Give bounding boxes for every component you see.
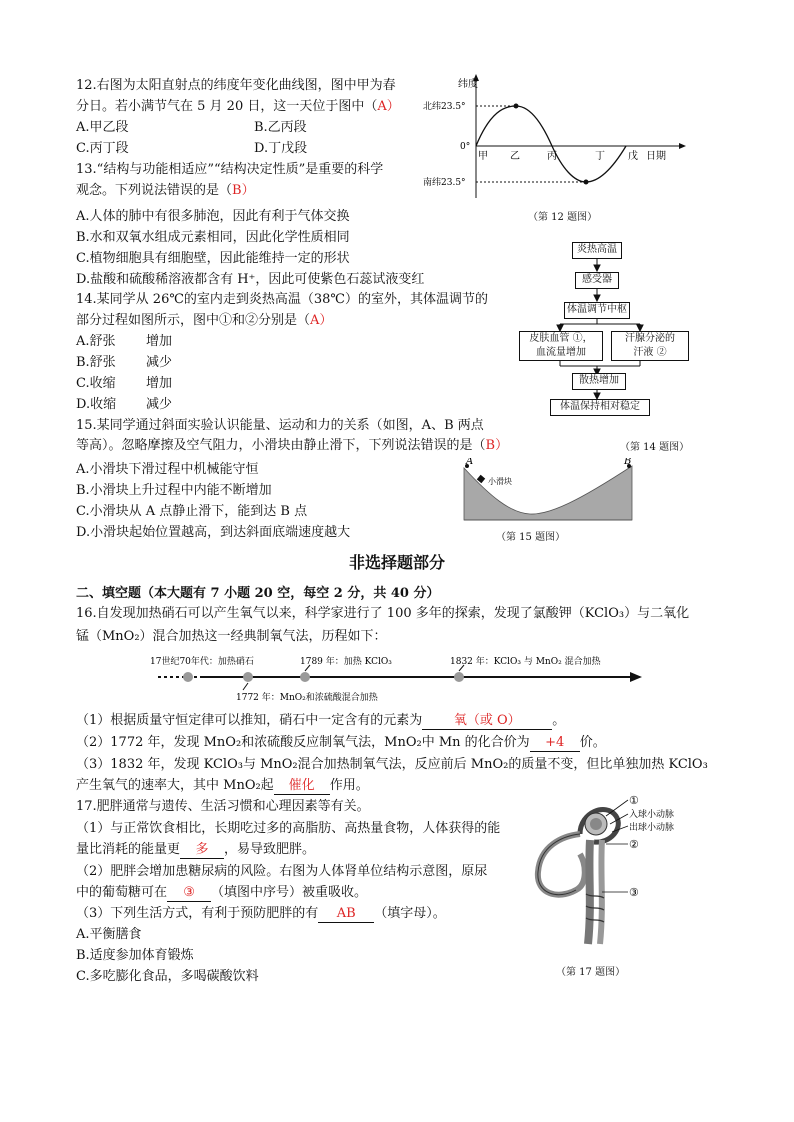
- q16-node-1772: [243, 672, 253, 682]
- q14-answer: A: [310, 313, 320, 328]
- q16-sub1: （1）根据质量守恒定律可以推知，硝石中一定含有的元素为 氧（或 O） 。: [76, 713, 566, 728]
- q17-stem: 17.肥胖通常与遗传、生活习惯和心理因素等有关。: [76, 799, 370, 814]
- q12-point-wu: 戊: [628, 151, 638, 162]
- q16-t2: 1789 年：加热 KClO₃: [300, 657, 392, 667]
- q14-box-heat: 炎热高温: [572, 242, 622, 259]
- q17-sub3: （3）下列生活方式，有利于预防肥胖的有 AB （填字母）。: [76, 906, 446, 921]
- q12-south-tick: 南纬23.5°: [423, 178, 466, 188]
- q13-stem-line2: 观念。下列说法错误的是（B）: [76, 183, 255, 198]
- q12-point-yi: 乙: [510, 151, 520, 162]
- q12-caption: （第 12 题图）: [528, 212, 598, 223]
- q12-answer: A: [377, 99, 387, 114]
- q16-t3: 1832 年：KClO₃ 与 MnO₂ 混合加热: [450, 657, 601, 667]
- q17-option-b: B.适度参加体育锻炼: [76, 948, 194, 963]
- q14-box-heat-loss: 散热增加: [572, 373, 626, 390]
- q12-option-d: D.丁戊段: [254, 141, 308, 156]
- q14-box-center: 体温调节中枢: [564, 302, 630, 319]
- q13-option-b: B.水和双氧水组成元素相同，因此化学性质相同: [76, 230, 350, 245]
- q13-answer: B: [232, 183, 242, 198]
- q16-sub3-answer: 催化: [274, 777, 330, 795]
- q16-node-1670s: [183, 672, 193, 682]
- q14-box-skin-vessel: 皮肤血管 ①， 血流量增加: [519, 331, 603, 361]
- q16-sub2-answer: +4: [530, 734, 580, 752]
- q14-option-d-k: D.收缩: [76, 397, 117, 412]
- q12-xlabel: 日期: [646, 151, 666, 162]
- q14-option-a-v: 增加: [146, 334, 173, 349]
- q12-stem-line1: 12.右图为太阳直射点的纬度年变化曲线图，图中甲为春: [76, 78, 396, 93]
- q13-option-d: D.盐酸和硫酸稀溶液都含有 H⁺，因此可使紫色石蕊试液变红: [76, 272, 425, 287]
- section-heading: 二、填空题（本大题有 7 小题 20 空，每空 2 分，共 40 分）: [76, 586, 440, 601]
- q15-option-a: A.小滑块下滑过程中机械能守恒: [76, 462, 259, 477]
- q17-label-efferent: 出球小动脉: [629, 823, 675, 833]
- q15-option-c: C.小滑块从 A 点静止滑下，能到达 B 点: [76, 504, 308, 519]
- q12-stem-line2: 分日。若小满节气在 5 月 20 日，这一天位于图中（A）: [76, 99, 400, 114]
- q15-point-a: A: [466, 458, 474, 467]
- q17-nephron-figure: [528, 794, 728, 954]
- q16-node-1832: [454, 672, 464, 682]
- q15-stem-line1: 15.某同学通过斜面实验认识能量、运动和力的关系（如图，A、B 两点: [76, 418, 484, 433]
- q15-stem-line2: 等高）。忽略摩擦及空气阻力，小滑块由静止滑下，下列说法错误的是（B）: [76, 438, 509, 453]
- section-title: 非选择题部分: [348, 553, 445, 572]
- q12-option-b: B.乙丙段: [254, 120, 307, 135]
- q15-caption: （第 15 题图）: [496, 532, 566, 543]
- q14-option-c-v: 增加: [146, 376, 173, 391]
- q16-node-1789: [300, 672, 310, 682]
- q16-sub2: （2）1772 年，发现 MnO₂和浓硫酸反应制氧气法，MnO₂中 Mn 的化合价为 +4 价。: [76, 735, 606, 750]
- q12-option-c: C.丙丁段: [76, 141, 129, 156]
- q16-t4: 1772 年：MnO₂和浓硫酸混合加热: [236, 693, 378, 703]
- q14-box-receptor: 感受器: [575, 272, 619, 289]
- q13-stem-line1: 13.“结构与功能相适应”“结构决定性质”是重要的科学: [76, 162, 384, 177]
- q14-stem-line1: 14.某同学从 26℃的室内走到炎热高温（38℃）的室外，其体温调节的: [76, 292, 488, 307]
- q15-point-b: B: [624, 458, 632, 467]
- q15-option-b: B.小滑块上升过程中内能不断增加: [76, 483, 272, 498]
- q12-point-jia: 甲: [478, 151, 488, 162]
- q17-sub3-answer: AB: [318, 905, 374, 923]
- q17-sub1-line2: 量比消耗的能量更 多 ，易导致肥胖。: [76, 842, 316, 857]
- q14-option-b-v: 减少: [146, 355, 173, 370]
- q12-point-bing: 丙: [547, 151, 557, 162]
- q12-zero-tick: 0°: [460, 142, 471, 152]
- q14-option-d-v: 减少: [146, 397, 173, 412]
- q16-sub3-line2: 产生氧气的速率大，其中 MnO₂起 催化 作用。: [76, 778, 369, 793]
- q17-caption: （第 17 题图）: [556, 967, 626, 978]
- q16-stem-line2: 锰（MnO₂）混合加热这一经典制氧气法，历程如下：: [76, 629, 387, 644]
- q17-sub2-line1: （2）肥胖会增加患糖尿病的风险。右图为人体肾单位结构示意图，原尿: [76, 864, 488, 879]
- q17-sub2-answer: ③: [167, 884, 211, 902]
- q14-option-c-k: C.收缩: [76, 376, 116, 391]
- q17-label-afferent: 入球小动脉: [629, 810, 675, 820]
- q14-box-sweat: 汗腺分泌的 汗液 ②: [611, 331, 689, 361]
- q12-option-a: A.甲乙段: [76, 120, 129, 135]
- q17-option-c: C.多吃膨化食品，多喝碳酸饮料: [76, 969, 259, 984]
- q17-label-3: ③: [629, 886, 639, 899]
- q16-stem-line1: 16.自发现加热硝石可以产生氧气以来，科学家进行了 100 多年的探索，发现了氯酸钾（KClO₃）与二氧化: [76, 606, 690, 621]
- q12-ylabel: 纬度: [458, 79, 478, 90]
- q15-slope-figure: [460, 458, 660, 524]
- q13-option-c: C.植物细胞具有细胞壁，因此能维持一定的形状: [76, 251, 350, 266]
- q14-box-stable: 体温保持相对稳定: [550, 399, 650, 416]
- q16-timeline: [150, 652, 650, 706]
- q14-option-b-k: B.舒张: [76, 355, 116, 370]
- q12-point-ding: 丁: [595, 151, 605, 162]
- q14-option-a-k: A.舒张: [76, 334, 116, 349]
- q15-block-label: 小滑块: [488, 477, 512, 486]
- q13-option-a: A.人体的肺中有很多肺泡，因此有利于气体交换: [76, 209, 350, 224]
- q12-sun-latitude-chart: [420, 72, 700, 202]
- q17-option-a: A.平衡膳食: [76, 927, 142, 942]
- q17-sub1-line1: （1）与正常饮食相比，长期吃过多的高脂肪、高热量食物，人体获得的能: [76, 821, 501, 836]
- q12-north-tick: 北纬23.5°: [423, 102, 466, 112]
- q16-sub3-line1: （3）1832 年，发现 KClO₃与 MnO₂混合加热制氧气法，反应前后 MnO₂的质量不变，但比单独加热 KClO₃: [76, 757, 708, 772]
- q16-t1: 17世纪70年代：加热硝石: [150, 657, 254, 667]
- q17-sub1-answer: 多: [180, 841, 224, 859]
- q17-label-1: ①: [629, 794, 639, 807]
- q17-label-2: ②: [629, 838, 639, 851]
- q16-sub1-answer: 氧（或 O）: [422, 712, 552, 730]
- q15-answer: B: [485, 438, 496, 453]
- q17-sub2-line2: 中的葡萄糖可在 ③ （填图中序号）被重吸收。: [76, 885, 368, 900]
- q14-stem-line2: 部分过程如图所示，图中①和②分别是（A）: [76, 313, 333, 328]
- q14-caption: （第 14 题图）: [620, 442, 690, 453]
- q15-option-d: D.小滑块起始位置越高，到达斜面底端速度越大: [76, 525, 351, 540]
